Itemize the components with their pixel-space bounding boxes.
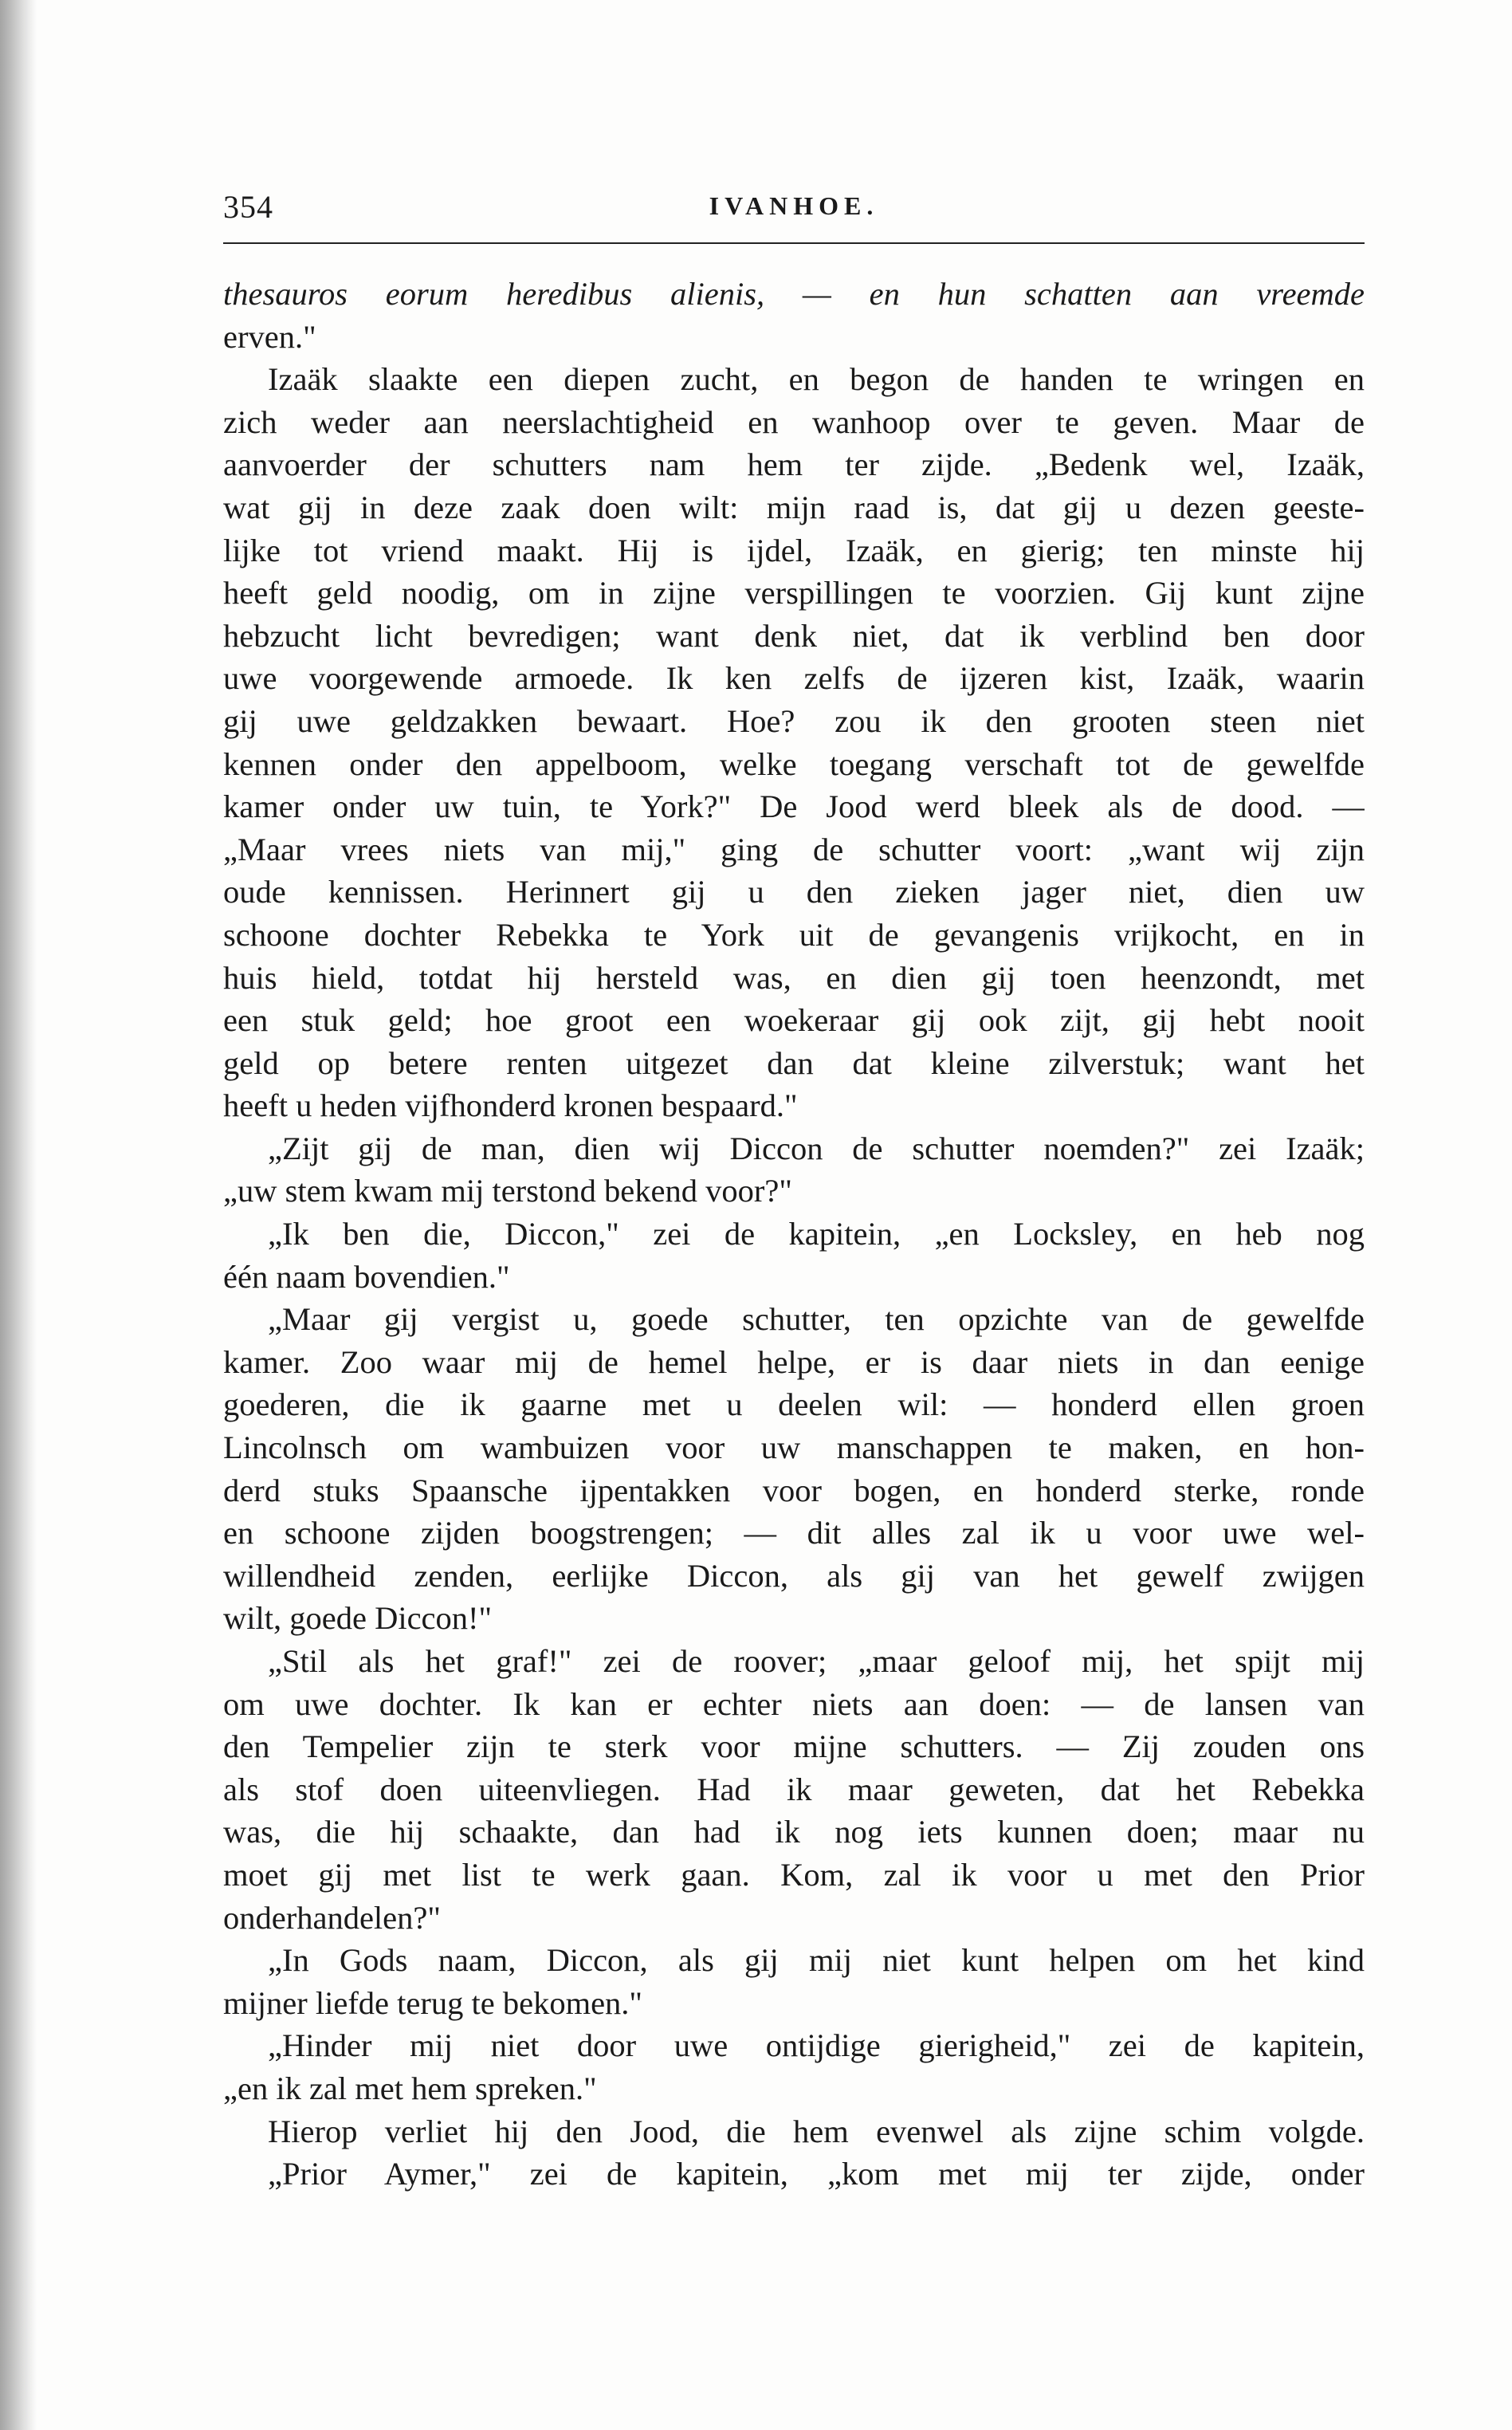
- page-binding-shadow: [0, 0, 37, 2430]
- text-line: was, die hij schaakte, dan had ik nog iets kunnen doen; maar nu: [223, 1814, 1365, 1850]
- text-line: kennen onder den appelboom, welke toegang verschaft tot de gewelfde: [223, 745, 1365, 782]
- text-line: goederen, die ik gaarne met u deelen wil: — honderd ellen groen: [223, 1386, 1365, 1423]
- text-line: één naam bovendien.": [223, 1258, 510, 1295]
- text-line: „Zijt gij de man, dien wij Diccon de schutter noemden?" zei Izaäk;: [268, 1130, 1365, 1166]
- text-line: „In Gods naam, Diccon, als gij mij niet kunt helpen om het kind: [268, 1942, 1365, 1979]
- text-line: heeft u heden vijfhonderd kronen bespaard.": [223, 1087, 798, 1124]
- text-line: als stof doen uiteenvliegen. Had ik maar geweten, dat het Rebekka: [223, 1771, 1365, 1807]
- running-title: IVANHOE.: [709, 191, 879, 220]
- text-line: geld op betere renten uitgezet dan dat kleine zilverstuk; want het: [223, 1044, 1365, 1081]
- text-line: Hierop verliet hij den Jood, die hem evenwel als zijne schim volgde.: [268, 2113, 1365, 2149]
- text-line: moet gij met list te werk gaan. Kom, zal ik voor u met den Prior: [223, 1856, 1365, 1893]
- text-line: „Maar gij vergist u, goede schutter, ten opzichte van de gewelfde: [268, 1301, 1365, 1338]
- text-line: lijke tot vriend maakt. Hij is ijdel, Izaäk, en gierig; ten minste hij: [223, 532, 1365, 568]
- body-text: [223, 273, 1365, 2196]
- text-line: gij uwe geldzakken bewaart. Hoe? zou ik den grooten steen niet: [223, 702, 1365, 739]
- text-line: den Tempelier zijn te sterk voor mijne schutters. — Zij zouden ons: [223, 1728, 1365, 1765]
- text-line: wilt, goede Diccon!": [223, 1600, 493, 1637]
- page-header: [223, 188, 1365, 236]
- text-line: „Prior Aymer," zei de kapitein, „kom met mij ter zijde, onder: [268, 2156, 1365, 2192]
- text-line: thesauros eorum heredibus alienis, — en hun schatten aan vreemde: [223, 276, 1365, 312]
- text-line: hebzucht licht bevredigen; want denk niet, dat ik verblind ben door: [223, 617, 1365, 654]
- text-line: een stuk geld; hoe groot een woekeraar gij ook zijt, gij hebt nooit: [223, 1002, 1365, 1039]
- text-line: en schoone zijden boogstrengen; — dit alles zal ik u voor uwe wel-: [223, 1515, 1365, 1551]
- text-line: erven.": [223, 318, 316, 355]
- text-line: „Maar vrees niets van mij," ging de schutter voort: „want wij zijn: [223, 831, 1365, 867]
- text-line: willendheid zenden, eerlijke Diccon, als gij van het gewelf zwijgen: [223, 1557, 1365, 1594]
- text-line: huis hield, totdat hij hersteld was, en dien gij toen heenzondt, met: [223, 959, 1365, 996]
- text-line: schoone dochter Rebekka te York uit de gevangenis vrijkocht, en in: [223, 916, 1365, 953]
- text-line: kamer. Zoo waar mij de hemel helpe, er is daar niets in dan eenige: [223, 1343, 1365, 1380]
- text-line: Izaäk slaakte een diepen zucht, en begon de handen te wringen en: [268, 361, 1365, 398]
- text-line: Lincolnsch om wambuizen voor uw manschappen te maken, en hon-: [223, 1429, 1365, 1466]
- text-line: wat gij in deze zaak doen wilt: mijn raad is, dat gij u dezen geeste-: [223, 489, 1365, 525]
- text-line: heeft geld noodig, om in zijne verspillingen te voorzien. Gij kunt zijne: [223, 575, 1365, 611]
- text-line: kamer onder uw tuin, te York?" De Jood werd bleek als de dood. —: [223, 788, 1365, 825]
- text-line: „uw stem kwam mij terstond bekend voor?": [223, 1173, 792, 1209]
- text-line: uwe voorgewende armoede. Ik ken zelfs de ijzeren kist, Izaäk, waarin: [223, 660, 1365, 697]
- header-rule: [223, 242, 1365, 244]
- text-line: „Ik ben die, Diccon," zei de kapitein, „en Locksley, en heb nog: [268, 1216, 1365, 1252]
- text-line: „Hinder mij niet door uwe ontijdige gierigheid," zei de kapitein,: [268, 2027, 1365, 2064]
- text-line: mijner liefde terug te bekomen.": [223, 1984, 642, 2021]
- text-line: om uwe dochter. Ik kan er echter niets aan doen: — de lansen van: [223, 1685, 1365, 1722]
- text-line: „Stil als het graf!" zei de roover; „maar geloof mij, het spijt mij: [268, 1643, 1365, 1679]
- page-number: 354: [223, 189, 273, 225]
- text-line: derd stuks Spaansche ijpentakken voor bogen, en honderd sterke, ronde: [223, 1472, 1365, 1508]
- text-line: onderhandelen?": [223, 1899, 441, 1936]
- text-line: oude kennissen. Herinnert gij u den zieken jager niet, dien uw: [223, 874, 1365, 910]
- text-line: zich weder aan neerslachtigheid en wanhoop over te geven. Maar de: [223, 403, 1365, 440]
- text-line: „en ik zal met hem spreken.": [223, 2070, 597, 2106]
- text-line: aanvoerder der schutters nam hem ter zijde. „Bedenk wel, Izaäk,: [223, 446, 1365, 483]
